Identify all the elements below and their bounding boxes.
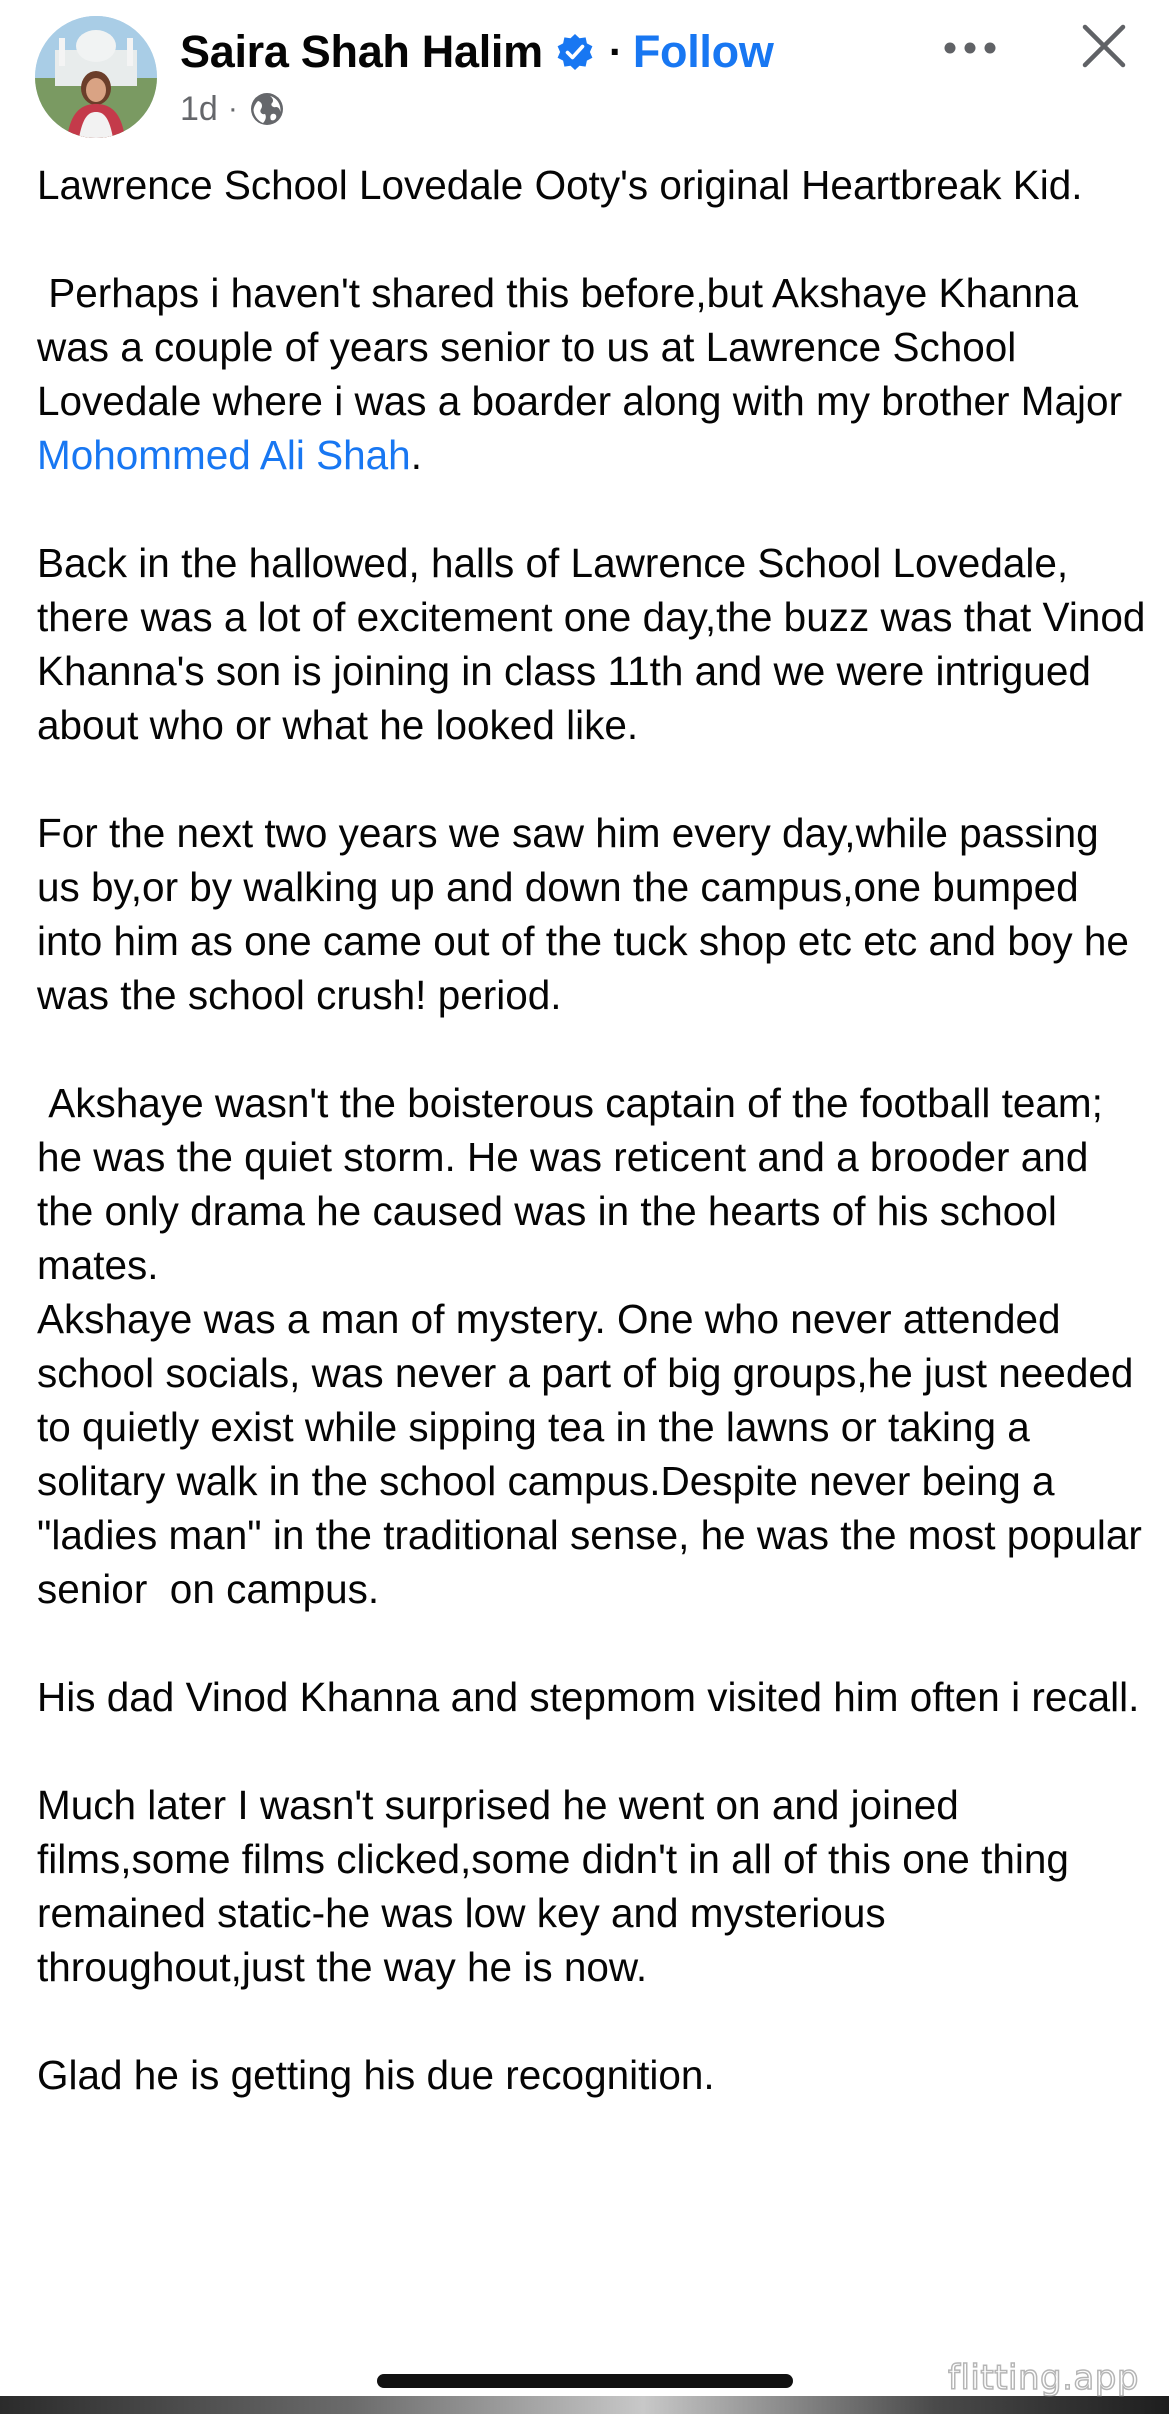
author-line — [180, 22, 774, 82]
author-name[interactable]: Saira Shah Halim — [180, 26, 543, 77]
mention-suffix: . — [410, 432, 422, 478]
avatar-image — [35, 16, 157, 138]
watermark: flitting.app — [948, 2358, 1139, 2398]
post-paragraph — [37, 266, 1147, 482]
post-paragraph: His dad Vinod Khanna and stepmom visited him often i recall. — [37, 1674, 1140, 1720]
post-paragraph-blank — [37, 1022, 1147, 1076]
home-indicator[interactable] — [377, 2374, 793, 2388]
more-options-button[interactable] — [940, 26, 1000, 70]
post-paragraph: Lawrence School Lovedale Ooty's original Heartbreak Kid. — [37, 162, 1083, 208]
name-separator: · — [608, 28, 623, 75]
post-time[interactable]: 1d — [180, 89, 218, 128]
post-paragraph-blank — [37, 482, 1147, 536]
post-paragraph: Back in the hallowed, halls of Lawrence School Lovedale, there was a lot of excitement one day,the buzz was that Vinod Khanna's son is joining in class 11th and we were intrigued about who or what he looked like. — [37, 540, 1157, 748]
post-paragraph-blank — [37, 1616, 1147, 1670]
follow-button[interactable]: Follow — [632, 26, 774, 77]
close-button[interactable] — [1080, 22, 1128, 70]
post-paragraph: Much later I wasn't surprised he went on and joined films,some films clicked,some didn't in all of this one thing remained static-he was low key and mysterious throughout,just the way he is now. — [37, 1782, 1081, 1990]
post-paragraph-blank — [37, 212, 1147, 266]
post-paragraph-blank — [37, 752, 1147, 806]
avatar[interactable] — [35, 16, 157, 138]
post-meta — [180, 84, 286, 134]
post-paragraph-text: Perhaps i haven't shared this before,but Akshaye Khanna was a couple of years senior to us at Lawrence School Lovedale where i was a boarder along with my brother Major — [37, 270, 1134, 424]
post-header — [0, 0, 1169, 150]
post-paragraph-blank — [37, 1724, 1147, 1778]
post-paragraph: Akshaye wasn't the boisterous captain of the football team; he was the quiet storm. He was reticent and a brooder and the only drama he caused was in the hearts of his school mates. — [37, 1080, 1115, 1288]
post-paragraph-blank — [37, 1994, 1147, 2048]
post-paragraph: Akshaye was a man of mystery. One who never attended school socials, was never a part of big groups,he just needed to quietly exist while sipping tea in the lawns or taking a solitary walk in the school campus.Despite never being a "ladies man" in the traditional sense, he was the most popular senior on campus. — [37, 1296, 1154, 1612]
globe-icon — [248, 90, 286, 128]
next-media-preview[interactable] — [0, 2396, 1169, 2414]
post-paragraph: For the next two years we saw him every day,while passing us by,or by walking up and down the campus,one bumped into him as one came out of the tuck shop etc etc and boy he was the school crush! period. — [37, 810, 1141, 1018]
verified-badge-icon — [555, 32, 595, 72]
mention-link[interactable]: Mohommed Ali Shah — [37, 432, 411, 478]
post-text — [37, 158, 1157, 2102]
post-paragraph: Glad he is getting his due recognition. — [37, 2052, 715, 2098]
close-icon — [1080, 22, 1128, 70]
more-dots-icon — [940, 26, 1000, 70]
meta-separator: · — [227, 92, 238, 125]
